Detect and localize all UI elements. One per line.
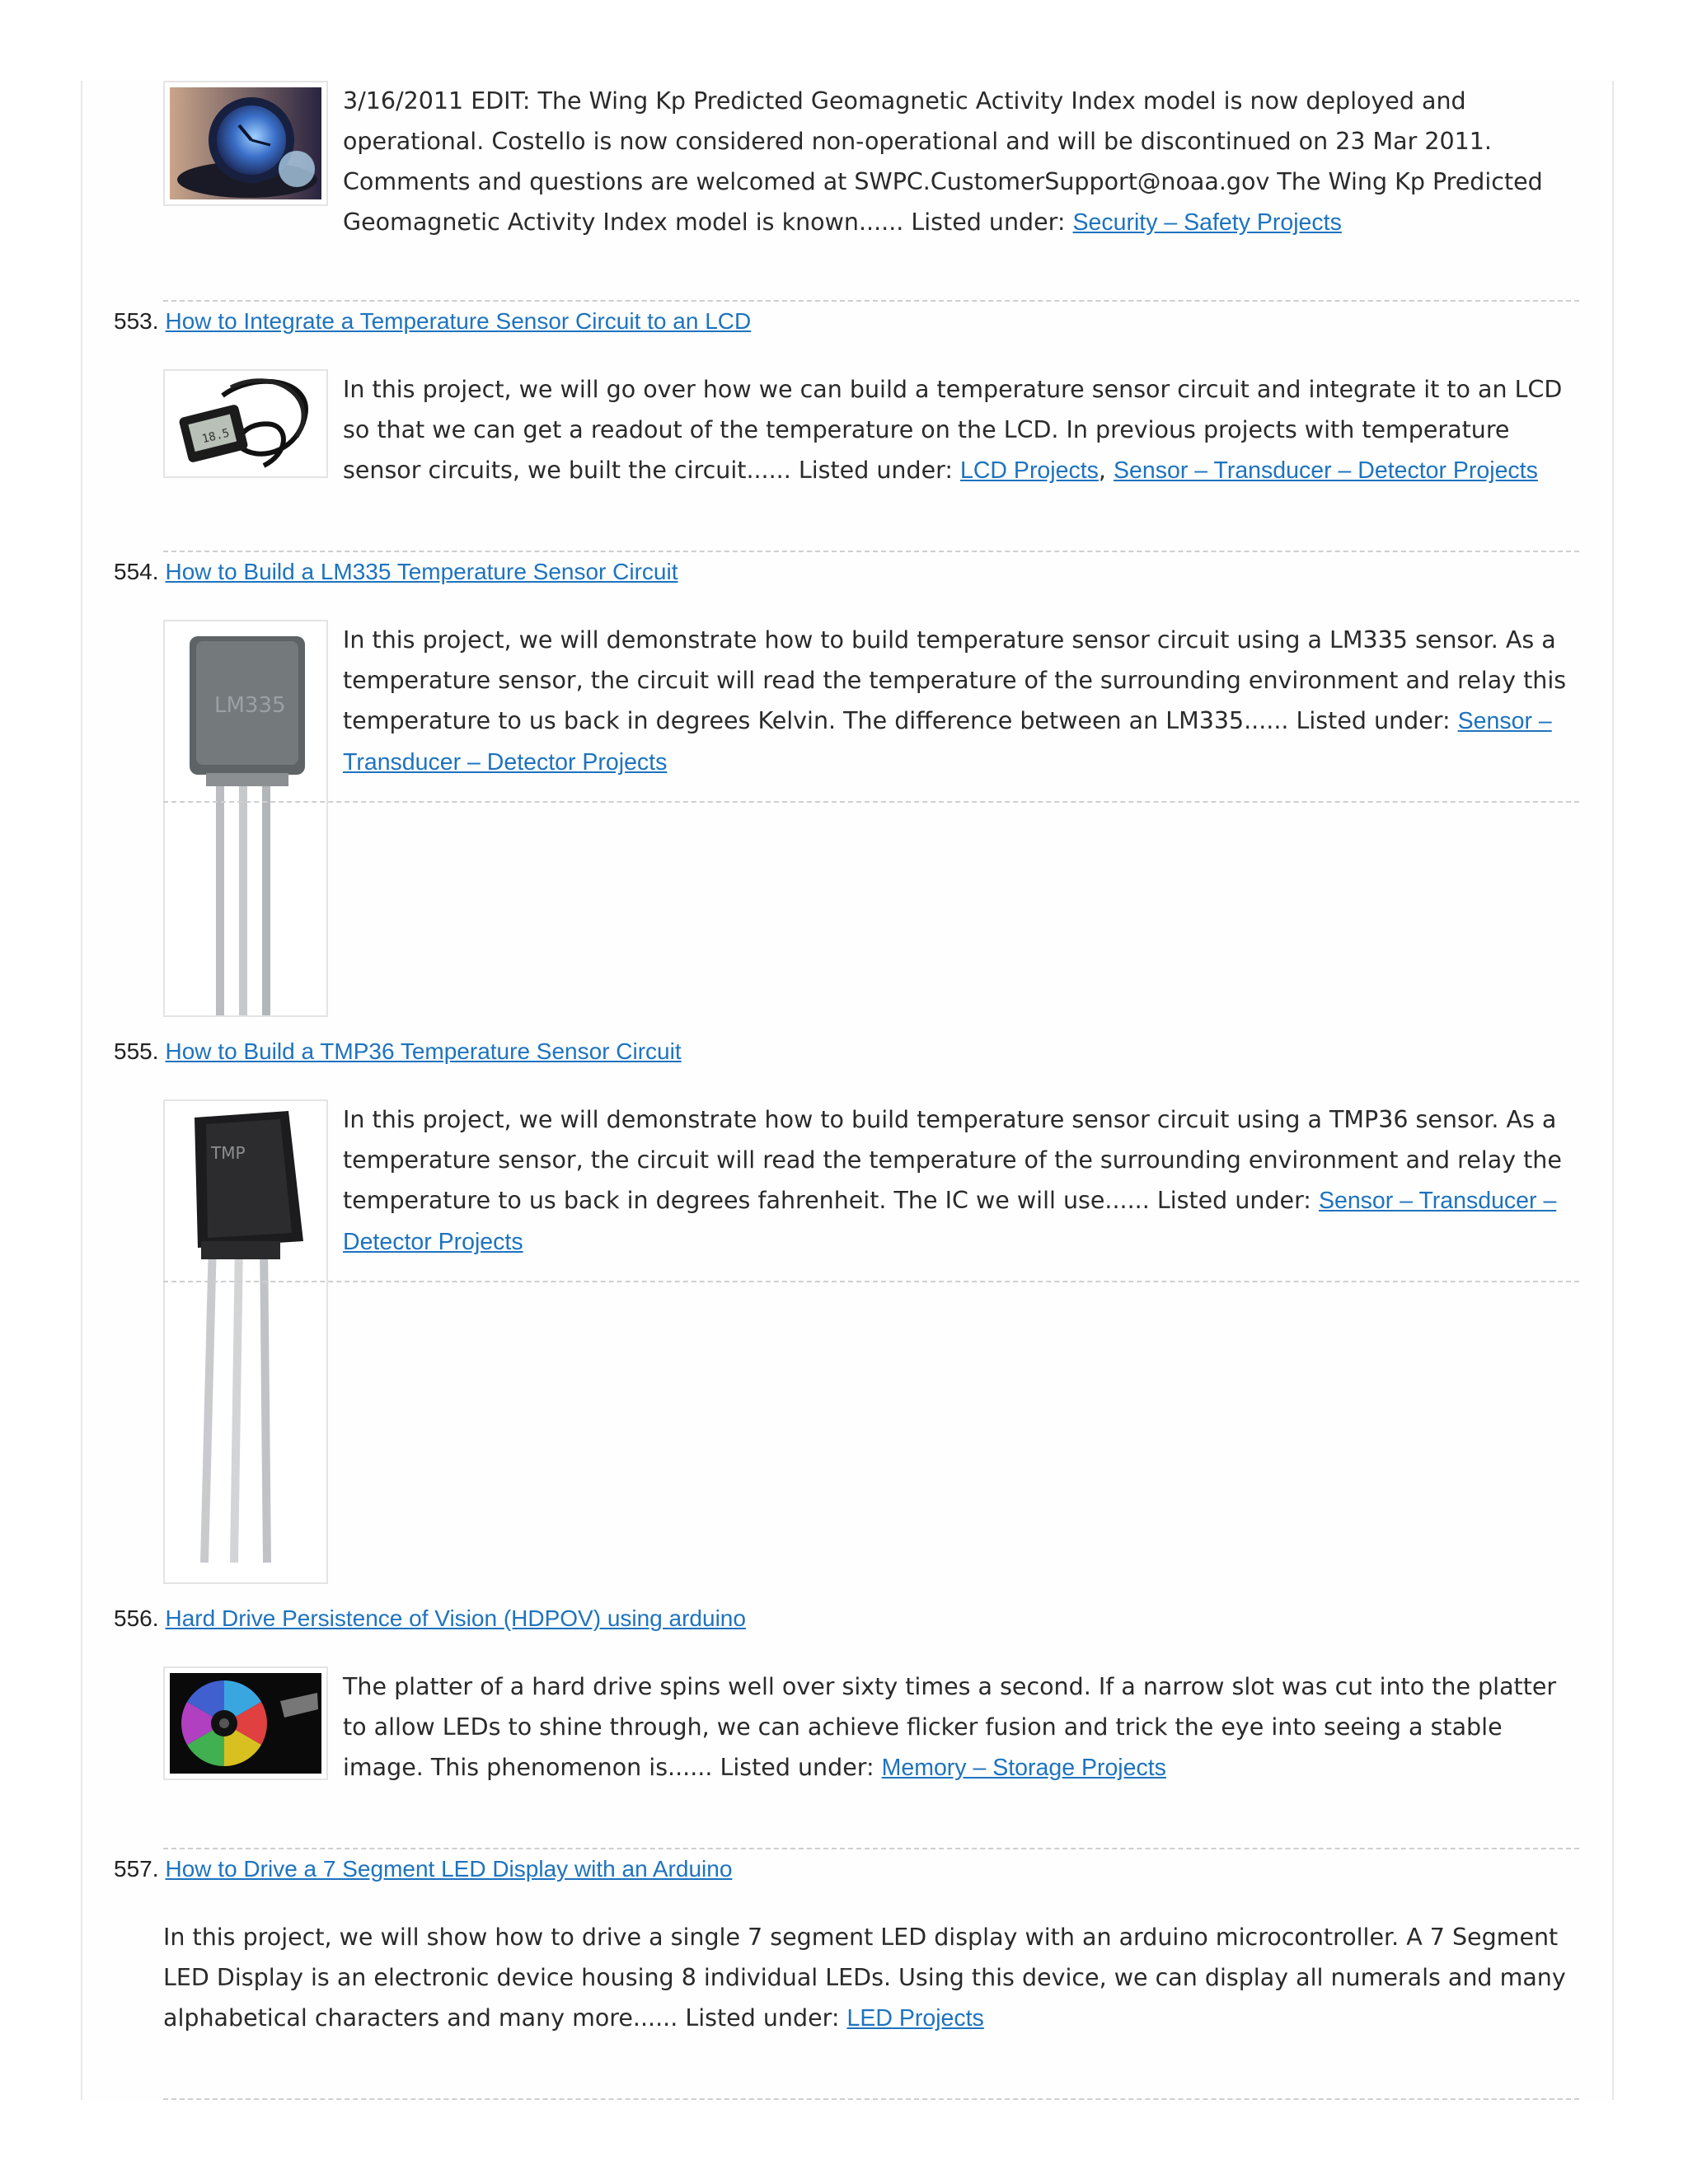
category-link[interactable]: Security – Safety Projects bbox=[1072, 209, 1342, 236]
separator bbox=[163, 2098, 1579, 2100]
separator bbox=[163, 300, 1579, 302]
entry-title-link[interactable]: Hard Drive Persistence of Vision (HDPOV) using arduino bbox=[165, 1605, 746, 1631]
entry-title-link[interactable]: How to Build a TMP36 Temperature Sensor Circuit bbox=[165, 1038, 682, 1064]
category-link[interactable]: Memory – Storage Projects bbox=[881, 1755, 1166, 1781]
category-link[interactable]: Sensor – Transducer – Detector Projects bbox=[343, 708, 1552, 776]
tmp36-package-label: TMP bbox=[211, 1143, 246, 1163]
entry-description: In this project, we will demonstrate how to build temperature sensor circuit using a TMP36 sensor. As a temperature sensor, the circuit will read the temperature of the surrounding environment and relay the temperature to us back in degrees fahrenheit. The IC we will use...... Listed under: Sensor – Transducer – Detector Projects bbox=[343, 1106, 1562, 1255]
entry-number: 557. bbox=[114, 1856, 159, 1882]
hard-drive-pov-image bbox=[165, 1668, 326, 1779]
category-link[interactable]: LED Projects bbox=[846, 2005, 984, 2032]
lm335-sensor-thumbnail[interactable] bbox=[163, 620, 328, 1017]
separator bbox=[163, 551, 1579, 552]
entry-557-heading bbox=[114, 1853, 732, 1886]
clock-image bbox=[165, 82, 326, 204]
entry-description: In this project, we will demonstrate how to build temperature sensor circuit using a LM335 sensor. As a temperature sensor, the circuit will read the temperature of the surrounding environment and relay this temperature to us back in degrees Kelvin. The difference between an LM335...... Listed under: Sensor – Transducer – Detector Projects bbox=[343, 626, 1567, 776]
entry-number: 554. bbox=[114, 559, 159, 584]
hard-drive-pov-thumbnail[interactable] bbox=[163, 1666, 328, 1780]
entry-description: In this project, we will go over how we can build a temperature sensor circuit and integrate it to an LCD so that we can get a readout of the temperature on the LCD. In previous projects with temperature sensor circuits, we built the circuit...... Listed under: LCD Projects, Sensor – Transducer – Detector Projects bbox=[343, 376, 1563, 484]
entry-555-heading bbox=[114, 1035, 682, 1068]
entry-description: The platter of a hard drive spins well over sixty times a second. If a narrow slot was cut into the platter to allow LEDs to shine through, we can achieve flicker fusion and trick the eye into seeing a stable image. This phenomenon is...... Listed under: Memory – Storage Projects bbox=[343, 1673, 1557, 1781]
category-link[interactable]: LCD Projects bbox=[960, 457, 1099, 484]
separator bbox=[163, 1848, 1579, 1849]
separator bbox=[163, 801, 1579, 803]
lcd-thermometer-image bbox=[165, 371, 326, 476]
clock-thumbnail[interactable] bbox=[163, 81, 328, 206]
separator bbox=[163, 1281, 1579, 1282]
tmp36-sensor-image bbox=[165, 1101, 326, 1582]
entry-title-link[interactable]: How to Integrate a Temperature Sensor Circuit to an LCD bbox=[165, 308, 752, 334]
lm335-package-label: LM335 bbox=[214, 693, 286, 718]
category-link[interactable]: Sensor – Transducer – Detector Projects bbox=[343, 1188, 1557, 1255]
tmp36-sensor-thumbnail[interactable] bbox=[163, 1099, 328, 1584]
entry-title-link[interactable]: How to Drive a 7 Segment LED Display with an Arduino bbox=[165, 1856, 733, 1882]
entry-description: 3/16/2011 EDIT: The Wing Kp Predicted Geomagnetic Activity Index model is now deployed and operational. Costello is now considered non-operational and will be discontinued on 23 Mar 2011. Comments and questions are welcomed at SWPC.CustomerSupport@noaa.gov The Wing Kp Predicted Geomagnetic Activity Index model is known...... Listed under: Security – Safety Projects bbox=[343, 87, 1543, 236]
category-link[interactable]: Sensor – Transducer – Detector Projects bbox=[1114, 457, 1538, 484]
lm335-sensor-image bbox=[165, 621, 326, 1015]
entry-number: 556. bbox=[114, 1605, 159, 1631]
entry-554-heading bbox=[114, 555, 678, 588]
entry-number: 555. bbox=[114, 1038, 159, 1064]
entry-description: In this project, we will show how to drive a single 7 segment LED display with an arduino microcontroller. A 7 Segment LED Display is an electronic device housing 8 individual LEDs. Using this device, we can display all numerals and many alphabetical characters and many more...... Listed under: LED Projects bbox=[163, 1924, 1566, 2032]
svg-text:18.5: 18.5 bbox=[200, 426, 232, 447]
entry-556-heading bbox=[114, 1602, 746, 1635]
entry-title-link[interactable]: How to Build a LM335 Temperature Sensor Circuit bbox=[165, 559, 678, 584]
entry-553-heading bbox=[114, 305, 751, 338]
entry-number: 553. bbox=[114, 308, 159, 334]
lcd-thermometer-thumbnail[interactable] bbox=[163, 369, 328, 478]
